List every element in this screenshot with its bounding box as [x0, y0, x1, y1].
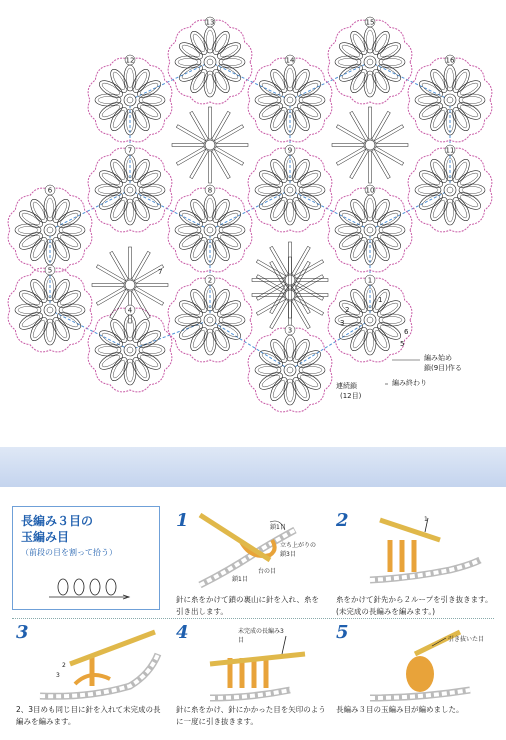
motif-number-text: 9	[287, 146, 293, 155]
motif-number	[285, 145, 295, 155]
motif-number	[205, 275, 215, 285]
motif-number	[365, 185, 375, 195]
motif-number-text: 2	[207, 276, 213, 285]
star-motif	[252, 257, 328, 333]
join-chain	[210, 190, 290, 230]
join-chain	[210, 320, 293, 370]
motif-number	[365, 275, 375, 285]
step-3-label-3: 3	[56, 672, 60, 679]
join-chain	[50, 310, 130, 350]
step-3-text: 2、3目めも同じ目に針を入れて未完成の長編みを編みます。	[16, 705, 161, 726]
row-mark-3: 3	[340, 319, 345, 327]
motif-number-text: 8	[207, 186, 213, 195]
motif-number	[125, 145, 135, 155]
flower-motif	[328, 20, 412, 104]
step-1-text: 針に糸をかけて鎖の裏山に針を入れ、糸を引き出します。	[176, 595, 319, 616]
flower-motifs	[8, 20, 492, 412]
step-5-number: 5	[336, 622, 349, 643]
flower-motif	[248, 58, 332, 142]
step-1-label-chain: 鎖1目	[270, 524, 286, 531]
step-4-label: 未完成の長編み3目	[238, 628, 284, 644]
technique-subtitle: （前段の目を割って拾う）	[21, 548, 117, 557]
join-chain	[370, 62, 450, 100]
technique-box	[12, 506, 160, 610]
flower-motif	[88, 58, 172, 142]
motif-number	[285, 325, 295, 335]
motif-number	[365, 17, 375, 27]
join-chain	[130, 190, 210, 230]
end-label: 編み終わり	[392, 379, 427, 387]
step-1-label-turning: 立ち上がりの鎖3目	[280, 542, 317, 558]
motif-number	[445, 145, 455, 155]
technique-title: 長編み３目の 玉編み目	[21, 514, 94, 544]
motif-number	[205, 17, 215, 27]
row-mark-7: 7	[158, 268, 163, 276]
join-chain	[130, 62, 210, 100]
join-chain	[370, 190, 450, 230]
row-mark-1: 1	[378, 296, 383, 304]
section-divider-band	[0, 447, 506, 487]
join-chain	[290, 62, 370, 100]
motif-number	[125, 305, 135, 315]
motif-number-text: 16	[445, 56, 455, 65]
stitch-symbol-icon	[43, 577, 133, 603]
motif-number-text: 15	[365, 18, 375, 27]
step-3-label-2: 2	[62, 662, 66, 669]
start-label-1: 編み始め	[424, 354, 452, 362]
joining-label-1: 連続鎖	[336, 382, 357, 390]
row-mark-6: 6	[404, 328, 409, 336]
motif-number	[205, 185, 215, 195]
join-chain	[287, 320, 370, 370]
star-motif	[332, 107, 408, 183]
flower-motif	[408, 58, 492, 142]
star-fill-motifs	[92, 107, 408, 333]
step-2-text: 糸をかけて針先から２ループを引き抜きます。(未完成の長編みを編みます。)	[336, 595, 493, 616]
row-mark-2: 2	[345, 306, 350, 314]
flower-motif	[8, 188, 92, 275]
motif-number-text: 12	[125, 56, 135, 65]
step-1-label-base: 台の目	[258, 568, 277, 575]
motif-number-text: 11	[445, 146, 455, 155]
motif-number	[125, 55, 135, 65]
flower-motif	[328, 188, 412, 272]
motif-number-text: 6	[47, 186, 53, 195]
step-2-label-1: 1	[424, 516, 428, 523]
row-mark-5: 5	[400, 340, 405, 348]
motif-number-text: 4	[127, 306, 133, 315]
star-motif	[252, 242, 328, 318]
flower-motif	[168, 20, 252, 104]
step-4-text: 針に糸をかけ、針にかかった目を矢印のように一度に引き抜きます。	[176, 705, 326, 726]
step-1-label-chain2: 鎖1目	[232, 576, 248, 583]
motif-number-text: 1	[367, 276, 373, 285]
motif-number-text: 7	[127, 146, 133, 155]
joining-chains	[47, 62, 450, 370]
join-chain	[50, 190, 130, 230]
step-3-illustration	[30, 624, 170, 704]
step-2-number: 2	[336, 510, 349, 531]
motif-number	[45, 185, 55, 195]
motif-number	[445, 55, 455, 65]
join-chain	[290, 190, 370, 230]
motif-number-text: 3	[287, 326, 293, 335]
motif-number-text: 14	[285, 56, 295, 65]
motif-number	[285, 55, 295, 65]
step-5-text: 長編み３目の玉編み目が編めました。	[336, 705, 464, 714]
step-3-number: 3	[16, 622, 29, 643]
step-5-label: 引き抜いた目	[448, 636, 485, 643]
join-chain	[210, 62, 290, 100]
step-1-number: 1	[176, 510, 189, 531]
joining-label-2: (12目)	[340, 392, 362, 400]
flower-motif	[168, 188, 252, 272]
step-2-illustration	[350, 510, 490, 590]
motif-number-text: 5	[47, 266, 53, 275]
motif-number-text: 10	[365, 186, 375, 195]
flower-motif	[248, 328, 332, 412]
motif-number	[45, 265, 55, 275]
star-motif	[172, 107, 248, 183]
motif-number-text: 13	[205, 18, 215, 27]
step-4-number: 4	[176, 622, 189, 643]
flower-motif	[88, 308, 172, 392]
start-label-2: 鎖(9目)作る	[424, 364, 462, 372]
